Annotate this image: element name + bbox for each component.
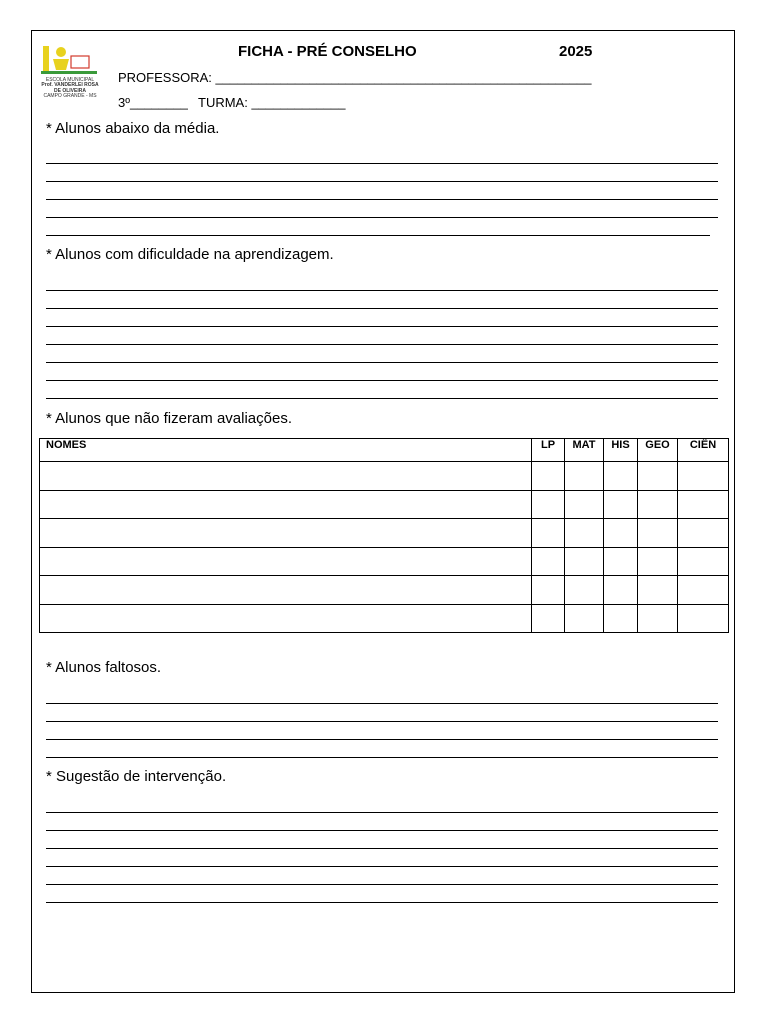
answer-line[interactable] [46, 757, 718, 758]
cien-cell[interactable] [678, 547, 729, 576]
answer-line[interactable] [46, 235, 710, 236]
header-cien: CIÊN [678, 439, 729, 462]
teacher-field[interactable]: PROFESSORA: ____________________________________________________ [118, 70, 592, 85]
table-row [40, 604, 729, 633]
his-cell[interactable] [604, 462, 638, 491]
header-lp: LP [532, 439, 565, 462]
geo-cell[interactable] [638, 604, 678, 633]
class-field[interactable]: TURMA: _____________ [198, 95, 346, 110]
geo-cell[interactable] [638, 576, 678, 605]
geo-cell[interactable] [638, 490, 678, 519]
header-names: NOMES [40, 439, 532, 462]
mat-cell[interactable] [565, 604, 604, 633]
lp-cell[interactable] [532, 519, 565, 548]
cien-cell[interactable] [678, 576, 729, 605]
his-cell[interactable] [604, 519, 638, 548]
mat-cell[interactable] [565, 576, 604, 605]
answer-line[interactable] [46, 308, 718, 309]
logo-pillar [43, 46, 49, 72]
name-cell[interactable] [40, 490, 532, 519]
geo-cell[interactable] [638, 547, 678, 576]
lp-cell[interactable] [532, 462, 565, 491]
cien-cell[interactable] [678, 519, 729, 548]
lp-cell[interactable] [532, 490, 565, 519]
section-intervention: * Sugestão de intervenção. [46, 768, 227, 785]
answer-line[interactable] [46, 812, 718, 813]
missed-evaluations-table [39, 438, 729, 633]
answer-line[interactable] [46, 721, 718, 722]
answer-line[interactable] [46, 326, 718, 327]
grade-field[interactable]: 3º________ [118, 95, 188, 110]
answer-line[interactable] [46, 199, 718, 200]
table-row [40, 462, 729, 491]
his-cell[interactable] [604, 490, 638, 519]
geo-cell[interactable] [638, 519, 678, 548]
header-mat: MAT [565, 439, 604, 462]
his-cell[interactable] [604, 547, 638, 576]
name-cell[interactable] [40, 462, 532, 491]
cien-cell[interactable] [678, 462, 729, 491]
answer-line[interactable] [46, 181, 718, 182]
form-year: 2025 [559, 43, 593, 60]
logo-book [71, 56, 89, 68]
logo-caption [35, 78, 105, 100]
logo-line-2: Prof. VANDERLEI ROSA [41, 82, 99, 89]
name-cell[interactable] [40, 604, 532, 633]
cien-cell[interactable] [678, 490, 729, 519]
mat-cell[interactable] [565, 547, 604, 576]
lp-cell[interactable] [532, 547, 565, 576]
answer-line[interactable] [46, 739, 718, 740]
answer-line[interactable] [46, 163, 718, 164]
mat-cell[interactable] [565, 490, 604, 519]
logo-line-3: DE OLIVEIRA [54, 87, 86, 94]
cien-cell[interactable] [678, 604, 729, 633]
logo-line-1: ESCOLA MUNICIPAL [45, 77, 95, 83]
name-cell[interactable] [40, 519, 532, 548]
answer-line[interactable] [46, 217, 718, 218]
lp-cell[interactable] [532, 604, 565, 633]
answer-line[interactable] [46, 362, 718, 363]
his-cell[interactable] [604, 604, 638, 633]
mat-cell[interactable] [565, 462, 604, 491]
section-below-average: * Alunos abaixo da média. [46, 120, 220, 137]
answer-line[interactable] [46, 380, 718, 381]
answer-line[interactable] [46, 848, 718, 849]
name-cell[interactable] [40, 547, 532, 576]
table-header-row [40, 439, 729, 462]
logo-line-4: CAMPO GRANDE - MS [43, 93, 97, 100]
logo-green-bar [41, 71, 97, 74]
table-row [40, 547, 729, 576]
mat-cell[interactable] [565, 519, 604, 548]
table-row [40, 519, 729, 548]
table-row [40, 490, 729, 519]
lp-cell[interactable] [532, 576, 565, 605]
header-geo: GEO [638, 439, 678, 462]
table-row [40, 576, 729, 605]
section-learning-difficulty: * Alunos com dificuldade na aprendizagem. [46, 246, 334, 263]
header-his: HIS [604, 439, 638, 462]
answer-line[interactable] [46, 290, 718, 291]
form-title: FICHA - PRÉ CONSELHO [238, 43, 417, 60]
answer-line[interactable] [46, 866, 718, 867]
section-absent: * Alunos faltosos. [46, 659, 162, 676]
section-missed-evaluations: * Alunos que não fizeram avaliações. [46, 410, 292, 427]
answer-line[interactable] [46, 344, 718, 345]
answer-line[interactable] [46, 703, 718, 704]
his-cell[interactable] [604, 576, 638, 605]
logo-head [56, 47, 66, 57]
answer-line[interactable] [46, 398, 718, 399]
answer-line[interactable] [46, 884, 718, 885]
name-cell[interactable] [40, 576, 532, 605]
answer-line[interactable] [46, 902, 718, 903]
answer-line[interactable] [46, 830, 718, 831]
geo-cell[interactable] [638, 462, 678, 491]
